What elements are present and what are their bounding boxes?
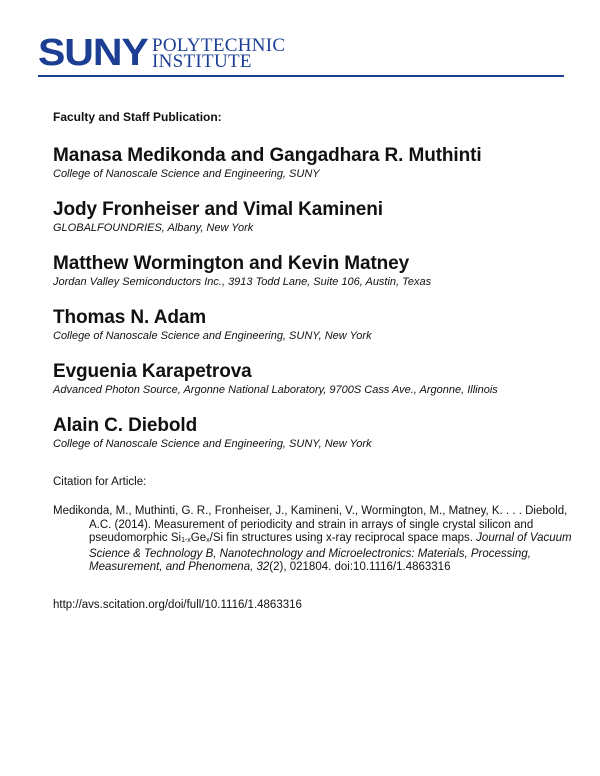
- citation-text: [53, 505, 579, 575]
- citation-element-ge: Ge: [190, 532, 207, 545]
- author-affiliation: Advanced Photon Source, Argonne National Laboratory, 9700S Cass Ave., Argonne, Illinois: [53, 384, 498, 396]
- author-name: Thomas N. Adam: [53, 307, 207, 328]
- author-name: Matthew Wormington and Kevin Matney: [53, 253, 410, 274]
- author-group: [53, 199, 573, 253]
- publication-type: Faculty and Staff Publication:: [53, 110, 222, 124]
- logo-line-2: INSTITUTE: [152, 51, 252, 72]
- logo-line-1: POLYTECHNIC: [152, 35, 286, 56]
- article-url[interactable]: http://avs.scitation.org/doi/full/10.1116/1.4863316: [53, 599, 302, 611]
- author-name: Evguenia Karapetrova: [53, 361, 252, 382]
- citation-issue-doi: (2), 021804. doi:10.1116/1.4863316: [269, 561, 451, 574]
- citation-journal: Journal of Vacuum Science & Technology B, Nanotechnology and Microelectronics: Materials, Processing, Measurement, and Phenomena, 32: [89, 532, 572, 574]
- citation-part-1: Medikonda, M., Muthinti, G. R., Fronheiser, J., Kamineni, V., Wormington, M., Matney, K. . . . Diebold, A.C. (2014). Measurement of periodicity and strain in arrays of single crystal silicon and pseudomorphic Si: [53, 505, 568, 545]
- author-affiliation: College of Nanoscale Science and Engineering, SUNY, New York: [53, 330, 372, 342]
- author-affiliation: Jordan Valley Semiconductors Inc., 3913 Todd Lane, Suite 106, Austin, Texas: [53, 276, 432, 288]
- author-group: [53, 145, 573, 199]
- citation-label: Citation for Article:: [53, 476, 147, 488]
- author-group: [53, 361, 573, 415]
- citation-subscript-2: x: [206, 537, 210, 545]
- author-affiliation: College of Nanoscale Science and Engineering, SUNY, New York: [53, 438, 372, 450]
- author-affiliation: College of Nanoscale Science and Engineering, SUNY: [53, 168, 320, 180]
- author-group: [53, 253, 573, 307]
- author-name: Alain C. Diebold: [53, 415, 198, 436]
- author-group: [53, 307, 573, 361]
- author-affiliation: GLOBALFOUNDRIES, Albany, New York: [53, 222, 254, 234]
- header-rule: [38, 75, 564, 77]
- author-name: Manasa Medikonda and Gangadhara R. Muthinti: [53, 145, 482, 166]
- author-group: [53, 415, 573, 469]
- logo-suny-text: SUNY: [38, 32, 148, 74]
- author-list: [53, 145, 573, 469]
- author-name: Jody Fronheiser and Vimal Kamineni: [53, 199, 383, 220]
- citation-subscript-1: 1-x: [181, 537, 191, 545]
- citation-part-2: /Si fin structures using x-ray reciprocal space maps.: [209, 532, 477, 545]
